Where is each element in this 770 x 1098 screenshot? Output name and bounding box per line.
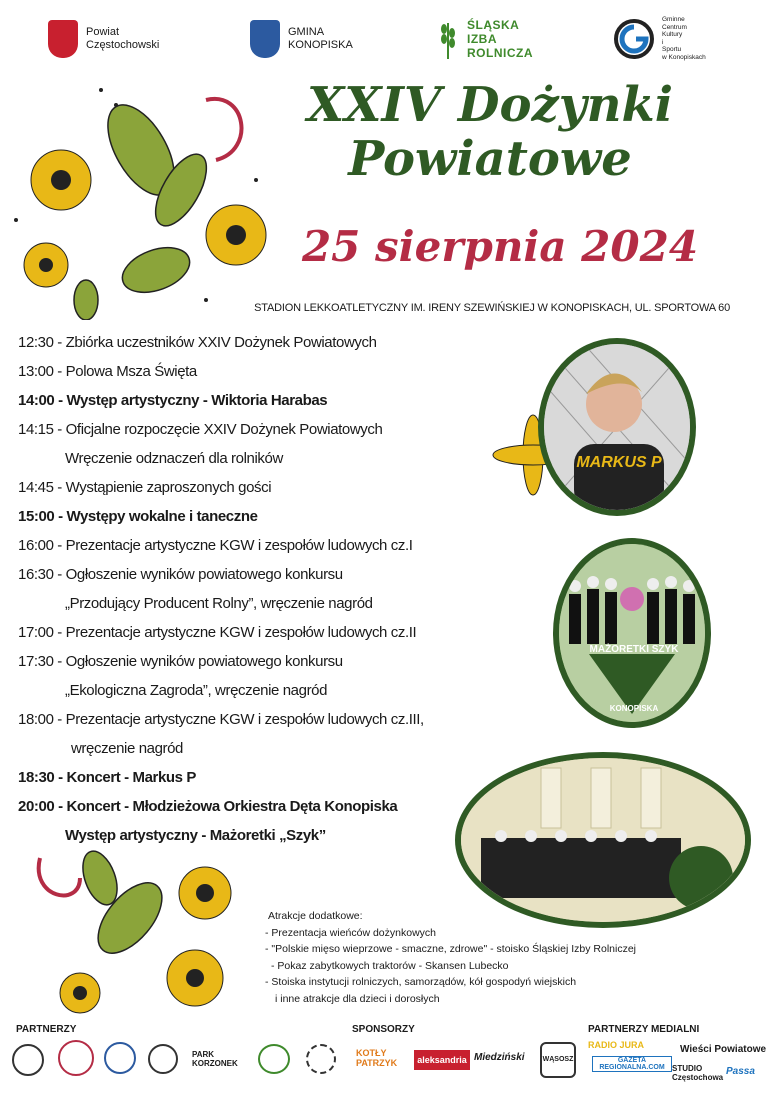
- sponsors-label: SPONSORZY: [352, 1024, 415, 1035]
- partner-logo-icon: [258, 1044, 290, 1074]
- schedule-item: 13:00 - Polowa Msza Święta: [18, 363, 197, 380]
- schedule-item: Wręczenie odznaczeń dla rolników: [65, 450, 283, 467]
- logo-text: i: [662, 38, 664, 46]
- schedule-item: 12:30 - Zbiórka uczestników XXIV Dożynek Powiatowych: [18, 334, 377, 351]
- schedule-item: 16:30 - Ogłoszenie wyników powiatowego konkursu: [18, 566, 343, 583]
- attraction-item: - Pokaz zabytkowych traktorów - Skansen Lubecko: [271, 959, 509, 972]
- schedule-item: wręczenie nagród: [71, 740, 184, 757]
- title-line: Powiatowe: [348, 131, 632, 187]
- attraction-item: - Stoiska instytucji rolniczych, samorządów, kół gospodyń wiejskich: [265, 976, 577, 988]
- orchestra-photo: [455, 752, 751, 928]
- photo-label: MARKUS P: [576, 454, 662, 471]
- logo-text: Kultury: [662, 31, 683, 38]
- schedule-item: 14:45 - Wystąpienie zaproszonych gości: [18, 479, 272, 496]
- passa-logo: Passa: [726, 1066, 755, 1077]
- attraction-item: - Prezentacja wieńców dożynkowych: [265, 926, 436, 939]
- event-date: 25 sierpnia 2024: [301, 222, 699, 271]
- wheat-icon: [437, 19, 459, 59]
- studio-czestochowa-logo: STUDIO Częstochowa: [672, 1064, 724, 1082]
- schedule-item: 14:15 - Oficjalne rozpoczęcie XXIV Dożynek Powiatowych: [18, 421, 383, 438]
- schedule-item: 18:30 - Koncert - Markus P: [18, 769, 196, 786]
- photo-label: KONOPISKA: [684, 908, 728, 915]
- partner-logo-icon: [58, 1040, 94, 1076]
- gcks-logo-icon: [614, 19, 654, 59]
- partners-label: PARTNERZY: [16, 1024, 77, 1035]
- majorettes-photo: [553, 538, 711, 728]
- logo-text: w Konopiskach: [662, 53, 706, 61]
- schedule-item: 17:30 - Ogłoszenie wyników powiatowego konkursu: [18, 653, 343, 670]
- title-line: XXIV Dożynki: [306, 77, 674, 133]
- aleksandria-logo: aleksandria: [414, 1050, 470, 1070]
- powiat-shield-icon: [48, 20, 78, 58]
- schedule-item: 15:00 - Występy wokalne i taneczne: [18, 508, 258, 525]
- event-venue: STADION LEKKOATLETYCZNY IM. IRENY SZEWIŃSKIEJ W KONOPISKACH, UL. SPORTOWA 60: [254, 302, 730, 314]
- partner-logo-icon: [104, 1042, 136, 1074]
- logo-text: Sportu: [662, 46, 682, 53]
- gmina-shield-icon: [250, 20, 280, 58]
- radio-jura-logo: RADIO JURA: [588, 1040, 645, 1050]
- gear-icon: [306, 1044, 336, 1074]
- logo-text: ŚLĄSKA: [467, 18, 520, 32]
- kotly-patrzyk-logo: KOTŁY PATRZYK: [356, 1048, 398, 1068]
- attraction-item: - "Polskie mięso wieprzowe - smaczne, zdrowe" - stoisko Śląskiej Izby Rolniczej: [265, 943, 636, 955]
- photo-sublabel: KONOPISKA: [609, 704, 659, 713]
- markus-p-photo: [538, 338, 696, 516]
- miedzinski-logo: Miedziński: [474, 1052, 525, 1063]
- photo-label: MAŻORETKI SZYK: [589, 644, 679, 655]
- schedule-item: 14:00 - Występ artystyczny - Wiktoria Harabas: [18, 392, 328, 409]
- event-title: [255, 78, 725, 186]
- park-korzonek-logo: PARK KORZONEK: [192, 1050, 238, 1068]
- header-logos: [44, 14, 734, 70]
- powiat-logo: [48, 20, 159, 58]
- media-partners-label: PARTNERZY MEDIALNI: [588, 1024, 700, 1035]
- logo-text: Powiat: [86, 26, 120, 38]
- logo-text: KONOPISKA: [288, 39, 353, 51]
- logo-text: Gminne: [662, 16, 685, 23]
- schedule-item: 16:00 - Prezentacje artystyczne KGW i zespołów ludowych cz.I: [18, 537, 413, 554]
- schedule-item: 17:00 - Prezentacje artystyczne KGW i zespołów ludowych cz.II: [18, 624, 417, 641]
- schedule-item: „Ekologiczna Zagroda”, wręczenie nagród: [65, 682, 328, 699]
- logo-text: Częstochowski: [86, 39, 160, 51]
- logo-text: IZBA: [467, 32, 497, 46]
- attraction-item: i inne atrakcje dla dzieci i dorosłych: [275, 992, 440, 1005]
- schedule-list: [18, 328, 488, 850]
- schedule-item: Występ artystyczny - Mażoretki „Szyk”: [65, 827, 326, 844]
- logo-text: ROLNICZA: [467, 46, 533, 60]
- partner-logo-icon: [148, 1044, 178, 1074]
- partner-logo-icon: [12, 1044, 44, 1076]
- gazeta-regionalna-logo: GAZETA REGIONALNA.COM: [592, 1056, 672, 1072]
- gcks-logo: [614, 16, 706, 61]
- schedule-item: „Przodujący Producent Rolny”, wręczenie nagród: [65, 595, 373, 612]
- izba-rolnicza-logo: [437, 18, 533, 60]
- schedule-item: 20:00 - Koncert - Młodzieżowa Orkiestra Dęta Konopiska: [18, 798, 398, 815]
- wiesci-powiatowe-logo: Wieści Powiatowe: [680, 1044, 767, 1055]
- attractions-heading: Atrakcje dodatkowe:: [268, 910, 363, 922]
- folk-ornament-top: [6, 70, 296, 320]
- logo-text: GMINA: [288, 26, 325, 38]
- wasosz-logo: WĄSOSZ: [540, 1042, 576, 1078]
- gmina-logo: [250, 20, 353, 58]
- schedule-item: 18:00 - Prezentacje artystyczne KGW i zespołów ludowych cz.III,: [18, 711, 424, 728]
- folk-ornament-bottom: [20, 828, 260, 1018]
- additional-attractions: [265, 908, 735, 1007]
- logo-text: Centrum: [662, 23, 687, 31]
